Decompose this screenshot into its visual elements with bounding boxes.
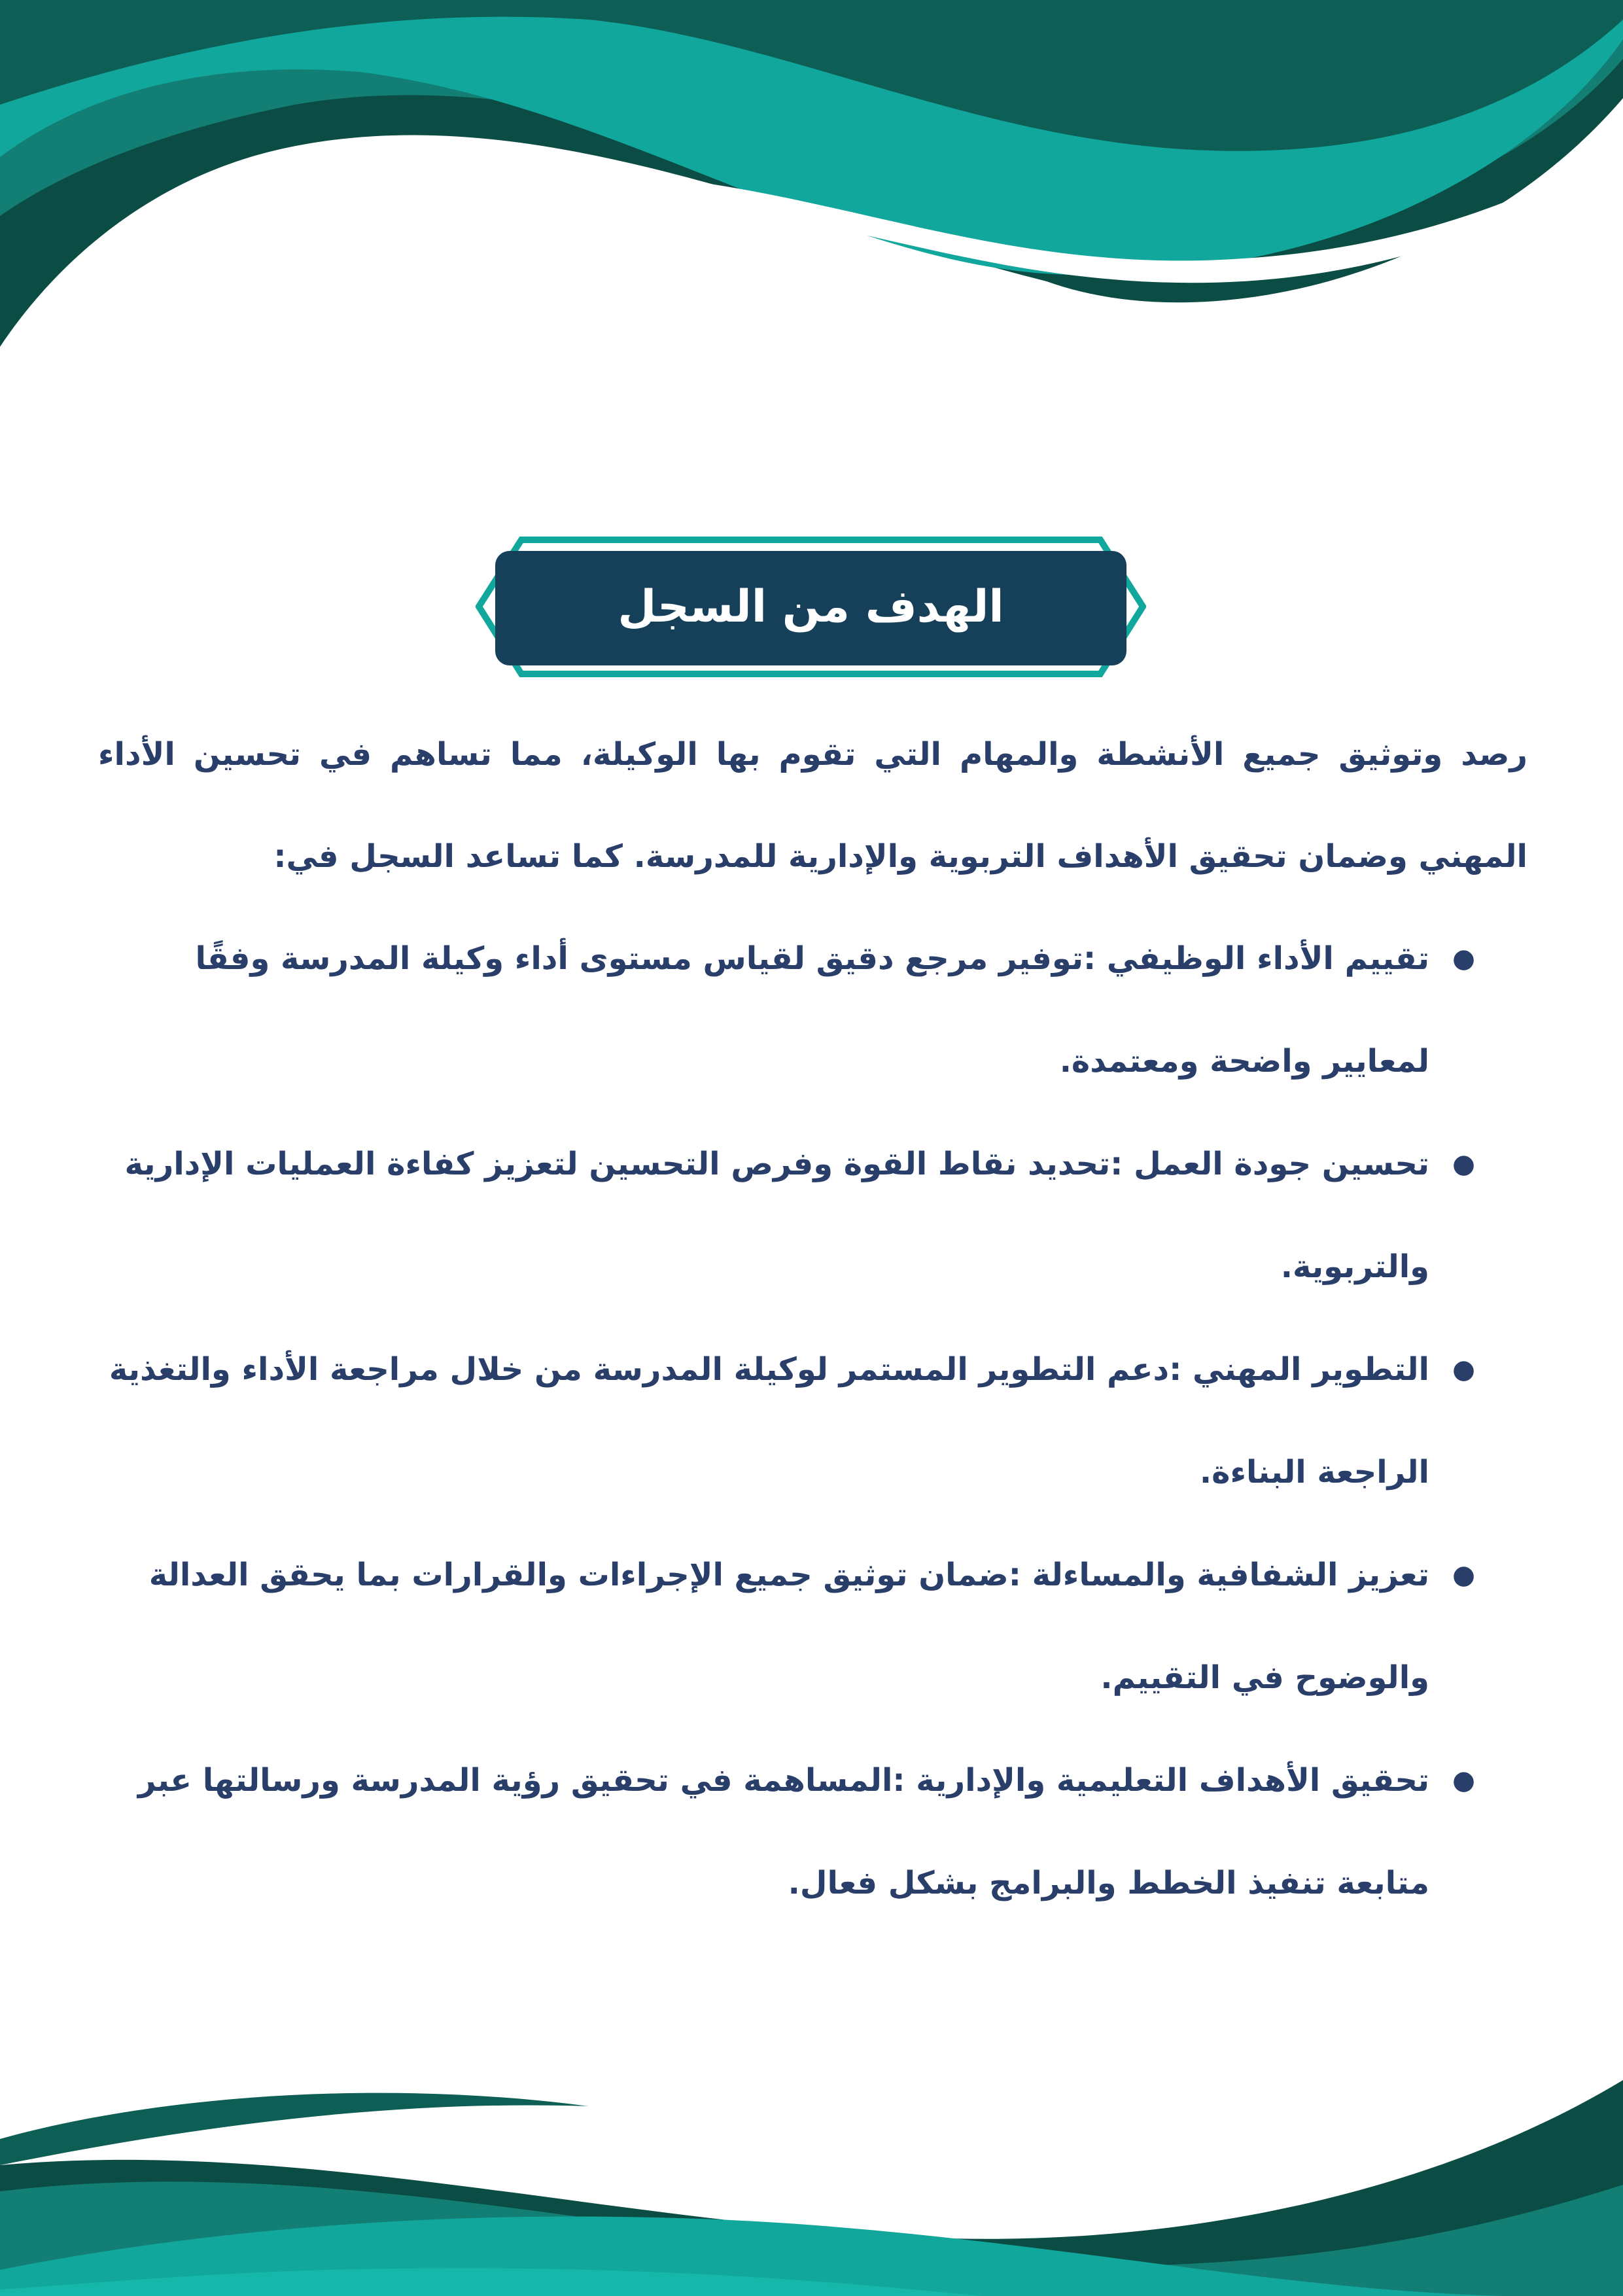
bullet-icon: ● [1452,1354,1475,1385]
bottom-wave-decoration [0,2080,1623,2296]
top-wave-decoration [0,0,1623,366]
goal-text: تحسين جودة العمل :تحديد نقاط القوة وفرص التحسين لتعزيز كفاءة العمليات الإدارية والتربوية. [124,1146,1429,1285]
main-content [98,703,1527,1935]
goal-text: تحقيق الأهداف التعليمية والإدارية :المساهمة في تحقيق رؤية المدرسة ورسالتها عبر متابعة تنفيذ الخطط والبرامج بشكل فعال. [137,1762,1429,1901]
list-item [98,1524,1475,1729]
bullet-icon: ● [1452,1560,1475,1590]
goal-text: التطوير المهني :دعم التطوير المستمر لوكيلة المدرسة من خلال مراجعة الأداء والتغذية الراجعة البناءة. [109,1351,1429,1491]
list-item [98,1729,1475,1935]
bullet-icon: ● [1452,1765,1475,1795]
list-item [98,1318,1475,1524]
goal-text: تقييم الأداء الوظيفي :توفير مرجع دقيق لقياس مستوى أداء وكيلة المدرسة وفقًا لمعايير واضحة ومعتمدة. [195,940,1429,1080]
list-item [98,1113,1475,1318]
goal-text: تعزيز الشفافية والمساءلة :ضمان توثيق جميع الإجراءات والقرارات بما يحقق العدالة والوضوح في التقييم. [148,1557,1429,1696]
title-badge [476,537,1146,677]
page-title: الهدف من السجل [618,581,1004,633]
bullet-icon: ● [1452,1149,1475,1179]
bullet-icon: ● [1452,944,1475,974]
bottom-wave-top-band [0,2093,589,2165]
intro-paragraph: رصد وتوثيق جميع الأنشطة والمهام التي تقوم بها الوكيلة، مما تساهم في تحسين الأداء المهني وضمان تحقيق الأهداف التربوية والإدارية للمدرسة. كما تساعد السجل في: [98,736,1527,875]
list-item [98,908,1475,1113]
goals-list [98,908,1527,1935]
